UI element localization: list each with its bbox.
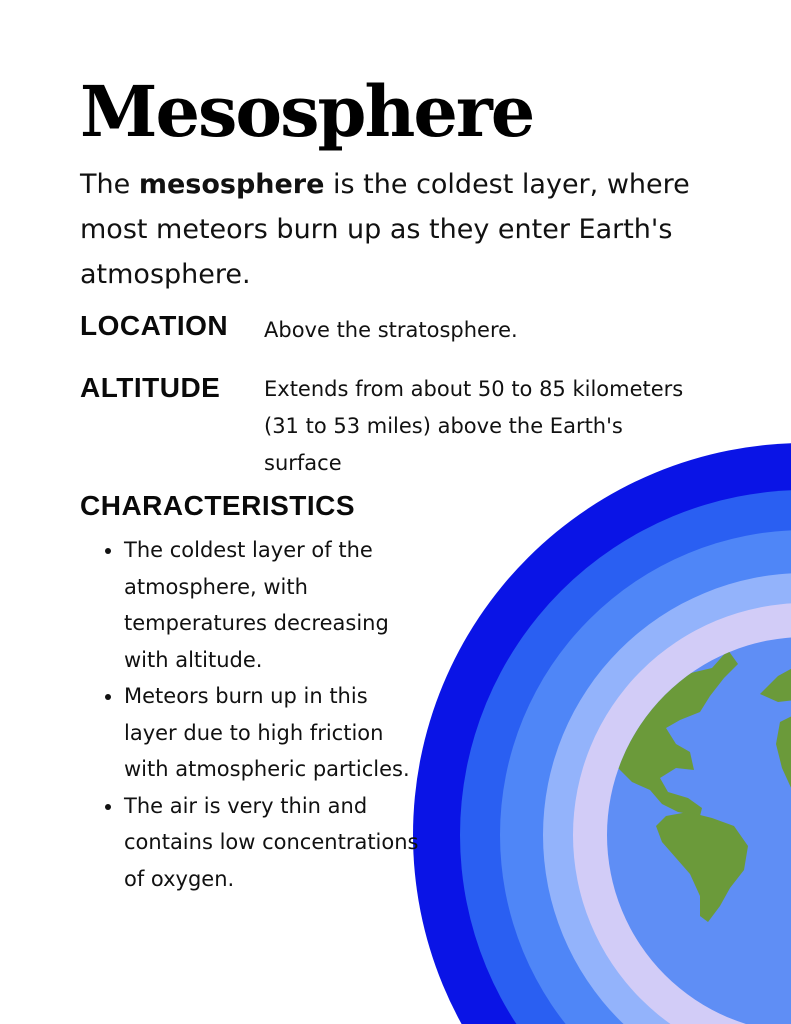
characteristics-list bbox=[100, 532, 424, 897]
altitude-label: ALTITUDE bbox=[80, 372, 221, 403]
altitude-value: Extends from about 50 to 85 kilometers (31 to 53 miles) above the Earth's surface bbox=[264, 377, 684, 475]
location-label: LOCATION bbox=[80, 310, 229, 341]
list-item: • The air is very thin and contains low concentrations of oxygen. bbox=[124, 788, 424, 898]
list-item: • Meteors burn up in this layer due to high friction with atmospheric particles. bbox=[124, 678, 424, 788]
intro-prefix: The bbox=[80, 169, 139, 200]
list-item: • The coldest layer of the atmosphere, with temperatures decreasing with altitude. bbox=[124, 532, 424, 678]
page-title: Mesosphere bbox=[80, 70, 534, 153]
intro-paragraph bbox=[80, 162, 700, 297]
intro-term: mesosphere bbox=[138, 169, 325, 200]
location-value: Above the stratosphere. bbox=[264, 318, 518, 342]
intro-suffix: is the coldest layer, where most meteors burn up as they enter Earth's atmosphere. bbox=[80, 169, 690, 290]
characteristics-label: CHARACTERISTICS bbox=[80, 490, 356, 521]
